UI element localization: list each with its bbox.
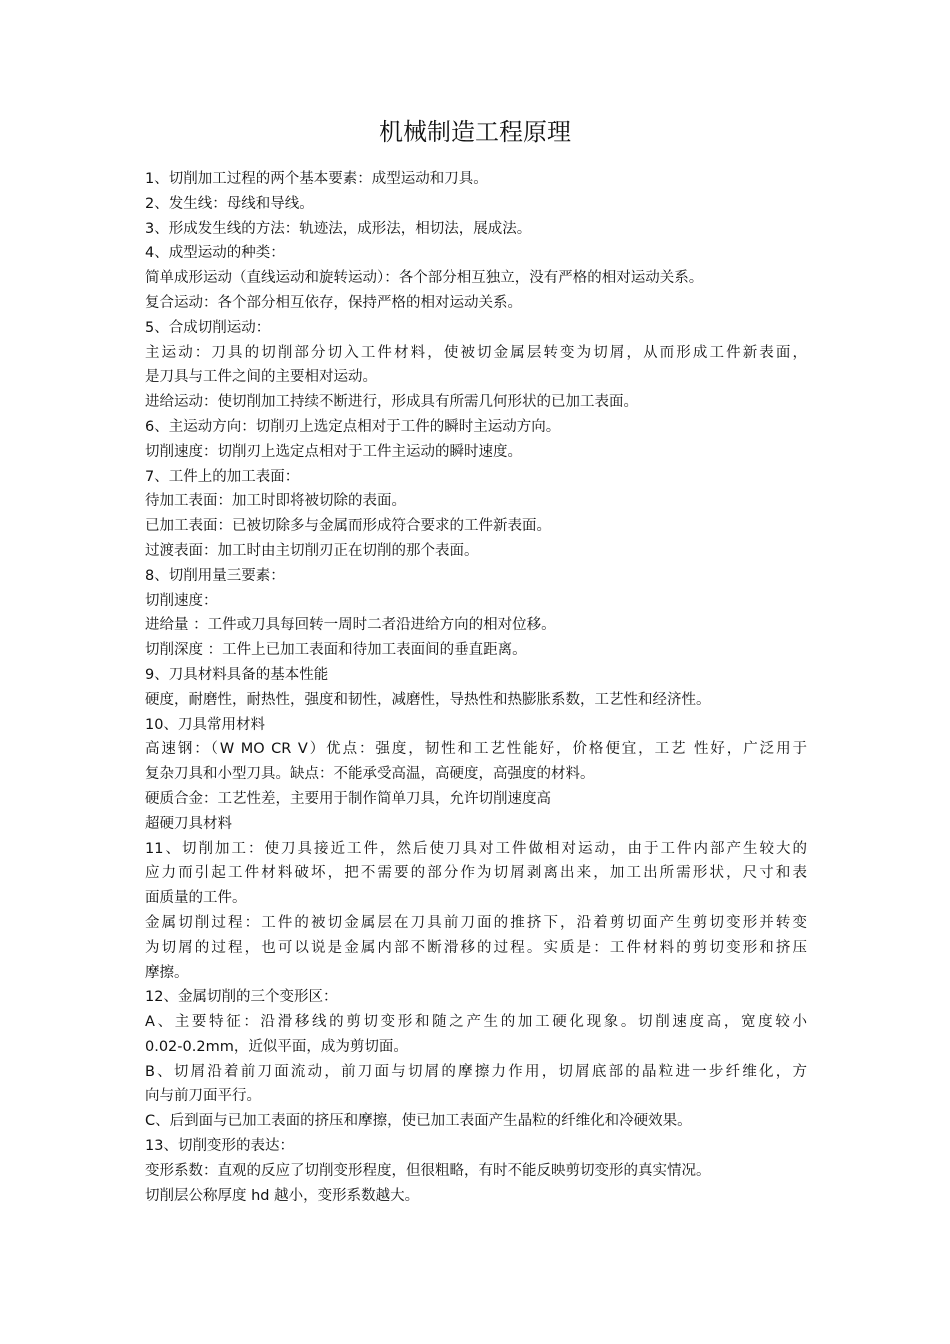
text-line: 摩擦。 xyxy=(145,964,189,981)
text-line: 应力而引起工件材料破坏，把不需要的部分作为切屑剥离出来，加工出所需形状，尺寸和表 xyxy=(145,865,807,882)
text-line: 切削速度：切削刃上选定点相对于工件主运动的瞬时速度。 xyxy=(145,443,522,460)
document-title: 机械制造工程原理 xyxy=(379,118,571,146)
text-line: 主运动：刀具的切削部分切入工件材料，使被切金属层转变为切屑，从而形成工件新表面， xyxy=(145,344,807,361)
text-line: 硬质合金：工艺性差，主要用于制作简单刀具，允许切削速度高 xyxy=(145,790,551,807)
text-line: 进给量 ：工件或刀具每回转一周时二者沿进给方向的相对位移。 xyxy=(145,617,556,634)
text-line: 10、刀具常用材料 xyxy=(145,716,265,733)
text-line: 8、切削用量三要素： xyxy=(145,567,285,584)
text-line: 进给运动：使切削加工持续不断进行，形成具有所需几何形状的已加工表面。 xyxy=(145,394,638,411)
text-line: 2、发生线：母线和导线。 xyxy=(145,195,314,212)
text-line: A、主要特征：沿滑移线的剪切变形和随之产生的加工硬化现象。切削速度高，宽度较小 xyxy=(145,1014,807,1031)
text-line: 11、切削加工：使刀具接近工件，然后使刀具对工件做相对运动，由于工件内部产生较大的 xyxy=(145,840,807,857)
text-line: B、切屑沿着前刀面流动，前刀面与切屑的摩擦力作用，切屑底部的晶粒进一步纤维化，方 xyxy=(145,1063,807,1080)
text-line: 1、切削加工过程的两个基本要素：成型运动和刀具。 xyxy=(145,171,488,187)
text-line: 是刀具与工件之间的主要相对运动。 xyxy=(145,369,377,386)
text-line: 过渡表面：加工时由主切削刃正在切削的那个表面。 xyxy=(145,542,479,559)
text-line: 超硬刀具材料 xyxy=(145,815,232,832)
text-line: 切削速度： xyxy=(145,592,218,609)
text-line: 3、形成发生线的方法：轨迹法，成形法，相切法，展成法。 xyxy=(145,220,532,237)
text-line: 复合运动：各个部分相互依存，保持严格的相对运动关系。 xyxy=(145,294,522,311)
text-line: 13、切削变形的表达： xyxy=(145,1138,294,1155)
text-line: 12、金属切削的三个变形区： xyxy=(145,989,338,1006)
text-line: 金属切削过程：工件的被切金属层在刀具前刀面的推挤下，沿着剪切面产生剪切变形并转变 xyxy=(145,914,807,931)
text-line: 切削层公称厚度 hd 越小，变形系数越大。 xyxy=(145,1187,420,1204)
text-line: 面质量的工件。 xyxy=(145,890,247,907)
text-line: 切削深度 ：工件上已加工表面和待加工表面间的垂直距离。 xyxy=(145,642,527,659)
text-line: 复杂刀具和小型刀具。缺点：不能承受高温，高硬度，高强度的材料。 xyxy=(145,766,595,783)
text-line: 待加工表面：加工时即将被切除的表面。 xyxy=(145,493,406,510)
text-line: 高速钢：（W MO CR V）优点：强度，韧性和工艺性能好，价格便宜，工艺 性好，广泛用于 xyxy=(145,741,807,758)
text-line: 变形系数：直观的反应了切削变形程度，但很粗略，有时不能反映剪切变形的真实情况。 xyxy=(145,1162,711,1179)
text-line: 7、工件上的加工表面： xyxy=(145,468,300,485)
text-line: 9、刀具材料具备的基本性能 xyxy=(145,666,329,683)
document-body xyxy=(145,167,807,1208)
text-line: 已加工表面：已被切除多与金属而形成符合要求的工件新表面。 xyxy=(145,518,551,535)
text-line: 6、主运动方向：切削刃上选定点相对于工件的瞬时主运动方向。 xyxy=(145,418,561,435)
text-line: 0.02-0.2mm，近似平面，成为剪切面。 xyxy=(145,1038,408,1055)
text-line: 为切屑的过程，也可以说是金属内部不断滑移的过程。实质是：工件材料的剪切变形和挤压 xyxy=(145,939,807,956)
text-line: 硬度，耐磨性，耐热性，强度和韧性，减磨性，导热性和热膨胀系数，工艺性和经济性。 xyxy=(145,691,711,708)
text-line: C、后到面与已加工表面的挤压和摩擦，使已加工表面产生晶粒的纤维化和冷硬效果。 xyxy=(145,1113,692,1130)
text-line: 向与前刀面平行。 xyxy=(145,1088,261,1105)
text-line: 简单成形运动（直线运动和旋转运动）：各个部分相互独立，没有严格的相对运动关系。 xyxy=(145,270,704,287)
text-line: 4、成型运动的种类： xyxy=(145,245,285,262)
text-line: 5、合成切削运动： xyxy=(145,319,271,336)
